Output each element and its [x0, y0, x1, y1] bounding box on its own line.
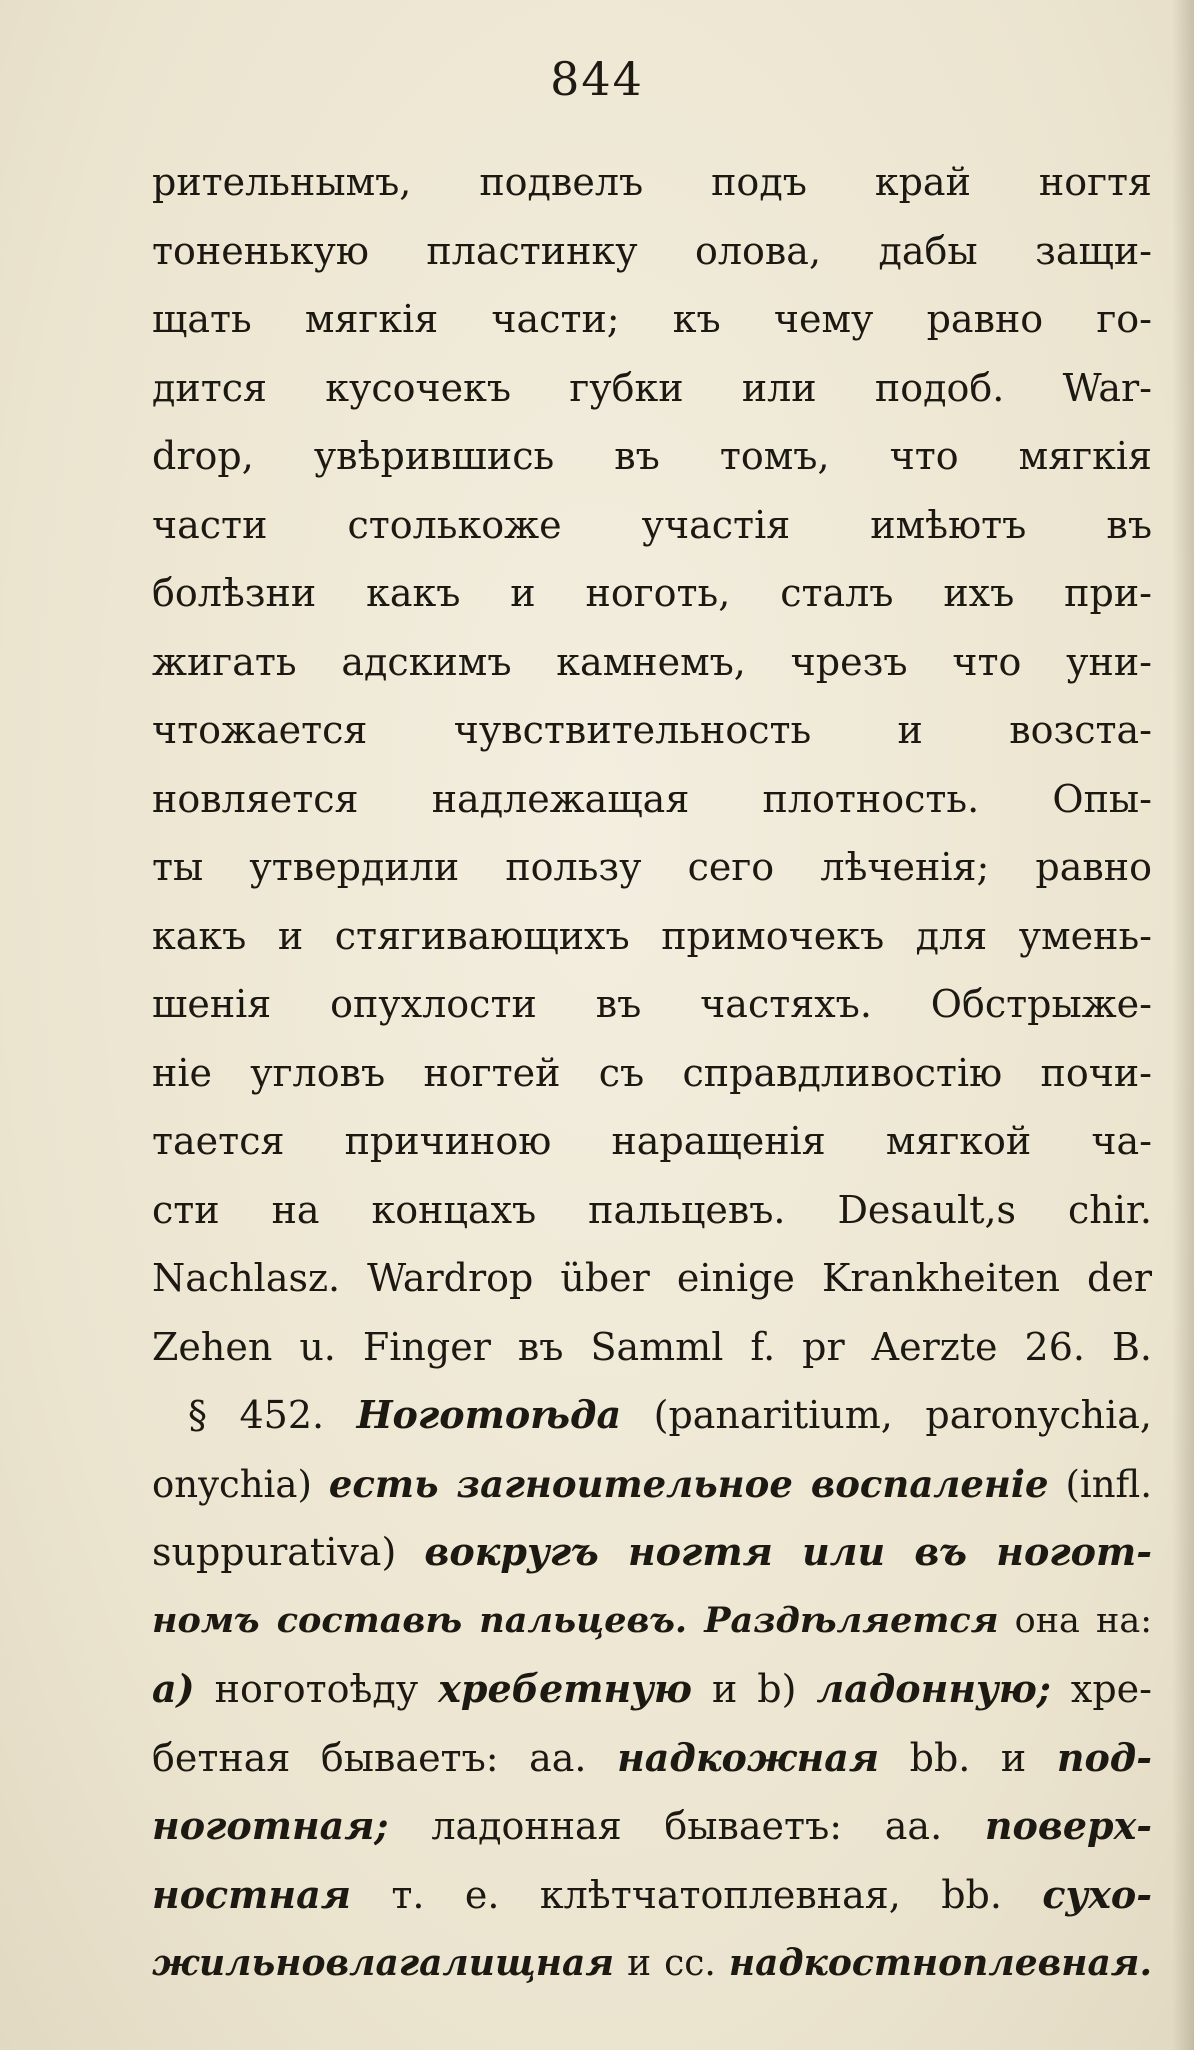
text-line	[152, 1792, 1152, 1861]
text-line: жигать адскимъ камнемъ, чрезъ что уни-	[152, 639, 1152, 684]
text-line	[152, 1587, 1152, 1656]
text-line: части столькоже участія имѣютъ въ	[152, 502, 1152, 547]
term-italic: под-	[1056, 1734, 1152, 1780]
term-italic: сухо-	[1042, 1871, 1152, 1917]
text-line: чтожается чувствительность и возста-	[152, 708, 1152, 752]
plain-text: bb. и	[909, 1735, 1027, 1780]
definition-italic: есть загноительное воспаленіе	[328, 1461, 1049, 1506]
term-italic: жильновлагалищная	[152, 1942, 615, 1984]
plain-text: т. е. клѣтчатоплевная, bb.	[391, 1872, 1002, 1917]
text-line: болѣзни какъ и ноготь, сталъ ихъ при-	[152, 571, 1152, 615]
page-edge-shadow	[1172, 0, 1194, 2050]
body-text	[152, 148, 1152, 1998]
text-line: Nachlasz. Wardrop über einige Krankheiten der	[152, 1256, 1152, 1300]
plain-text: бетная бываетъ: aa.	[152, 1735, 587, 1780]
latin-term: (infl.	[1065, 1462, 1152, 1506]
section-heading-line	[152, 1381, 1152, 1450]
list-marker: a)	[152, 1666, 195, 1711]
list-marker: и b)	[711, 1667, 797, 1711]
text-line: дится кусочекъ губки или подоб. War-	[152, 365, 1152, 410]
text-line	[152, 1724, 1152, 1793]
text-line: drop, увѣрившись въ томъ, что мягкія	[152, 434, 1152, 478]
text-line	[152, 1861, 1152, 1930]
text-line	[152, 1518, 1152, 1587]
text-line: тоненькую пластинку олова, дабы защи-	[152, 228, 1152, 273]
text-line: тается причиною наращенія мягкой ча-	[152, 1119, 1152, 1163]
text-line: какъ и стягивающихъ примочекъ для умень-	[152, 913, 1152, 958]
plain-text: ноготоѣду	[214, 1667, 419, 1711]
text-line: рительнымъ, подвелъ подъ край ногтя	[152, 160, 1152, 204]
text-line: сти на концахъ пальцевъ. Desault,s chir.	[152, 1187, 1152, 1232]
text-line: шенія опухлости въ частяхъ. Обстрыже-	[152, 982, 1152, 1026]
plain-text: она на:	[1014, 1600, 1152, 1641]
term-italic: ладонную;	[816, 1666, 1051, 1711]
section-term: Ноготоѣда	[356, 1392, 622, 1437]
term-italic: поверх-	[984, 1803, 1152, 1848]
text-line: ніе угловъ ногтей съ справдливостію почи-	[152, 1050, 1152, 1095]
text-line: ты утвердили пользу сего лѣченія; равно	[152, 845, 1152, 889]
text-line: новляется надлежащая плотность. Опы-	[152, 776, 1152, 821]
term-italic: ноготная;	[152, 1803, 389, 1848]
definition-italic: номъ составѣ пальцевъ. Раздѣляется	[152, 1599, 999, 1641]
text-line	[152, 1450, 1152, 1519]
latin-term: onychia)	[152, 1462, 312, 1506]
term-italic: хребетную	[438, 1666, 692, 1711]
definition-italic: вокругъ ногтя или въ ногот-	[424, 1529, 1152, 1574]
text-line	[152, 1655, 1152, 1724]
term-italic: ностная	[152, 1871, 351, 1917]
term-italic: надкожная	[617, 1734, 880, 1780]
plain-text: и cc.	[627, 1943, 716, 1984]
latin-synonyms: (panaritium, paronychia,	[653, 1393, 1152, 1437]
plain-text: ладонная бываетъ: aa.	[431, 1804, 943, 1848]
term-italic: надкостноплевная.	[728, 1942, 1152, 1984]
latin-term: suppurativa)	[152, 1530, 397, 1574]
text-line	[152, 1929, 1152, 1998]
page-number: 844	[550, 52, 644, 106]
plain-text: хре-	[1070, 1667, 1152, 1711]
section-mark: § 452.	[188, 1393, 325, 1437]
text-line: Zehen u. Finger въ Samml f. pr Aerzte 26. B.	[152, 1324, 1152, 1369]
text-line: щать мягкія части; къ чему равно го-	[152, 297, 1152, 341]
